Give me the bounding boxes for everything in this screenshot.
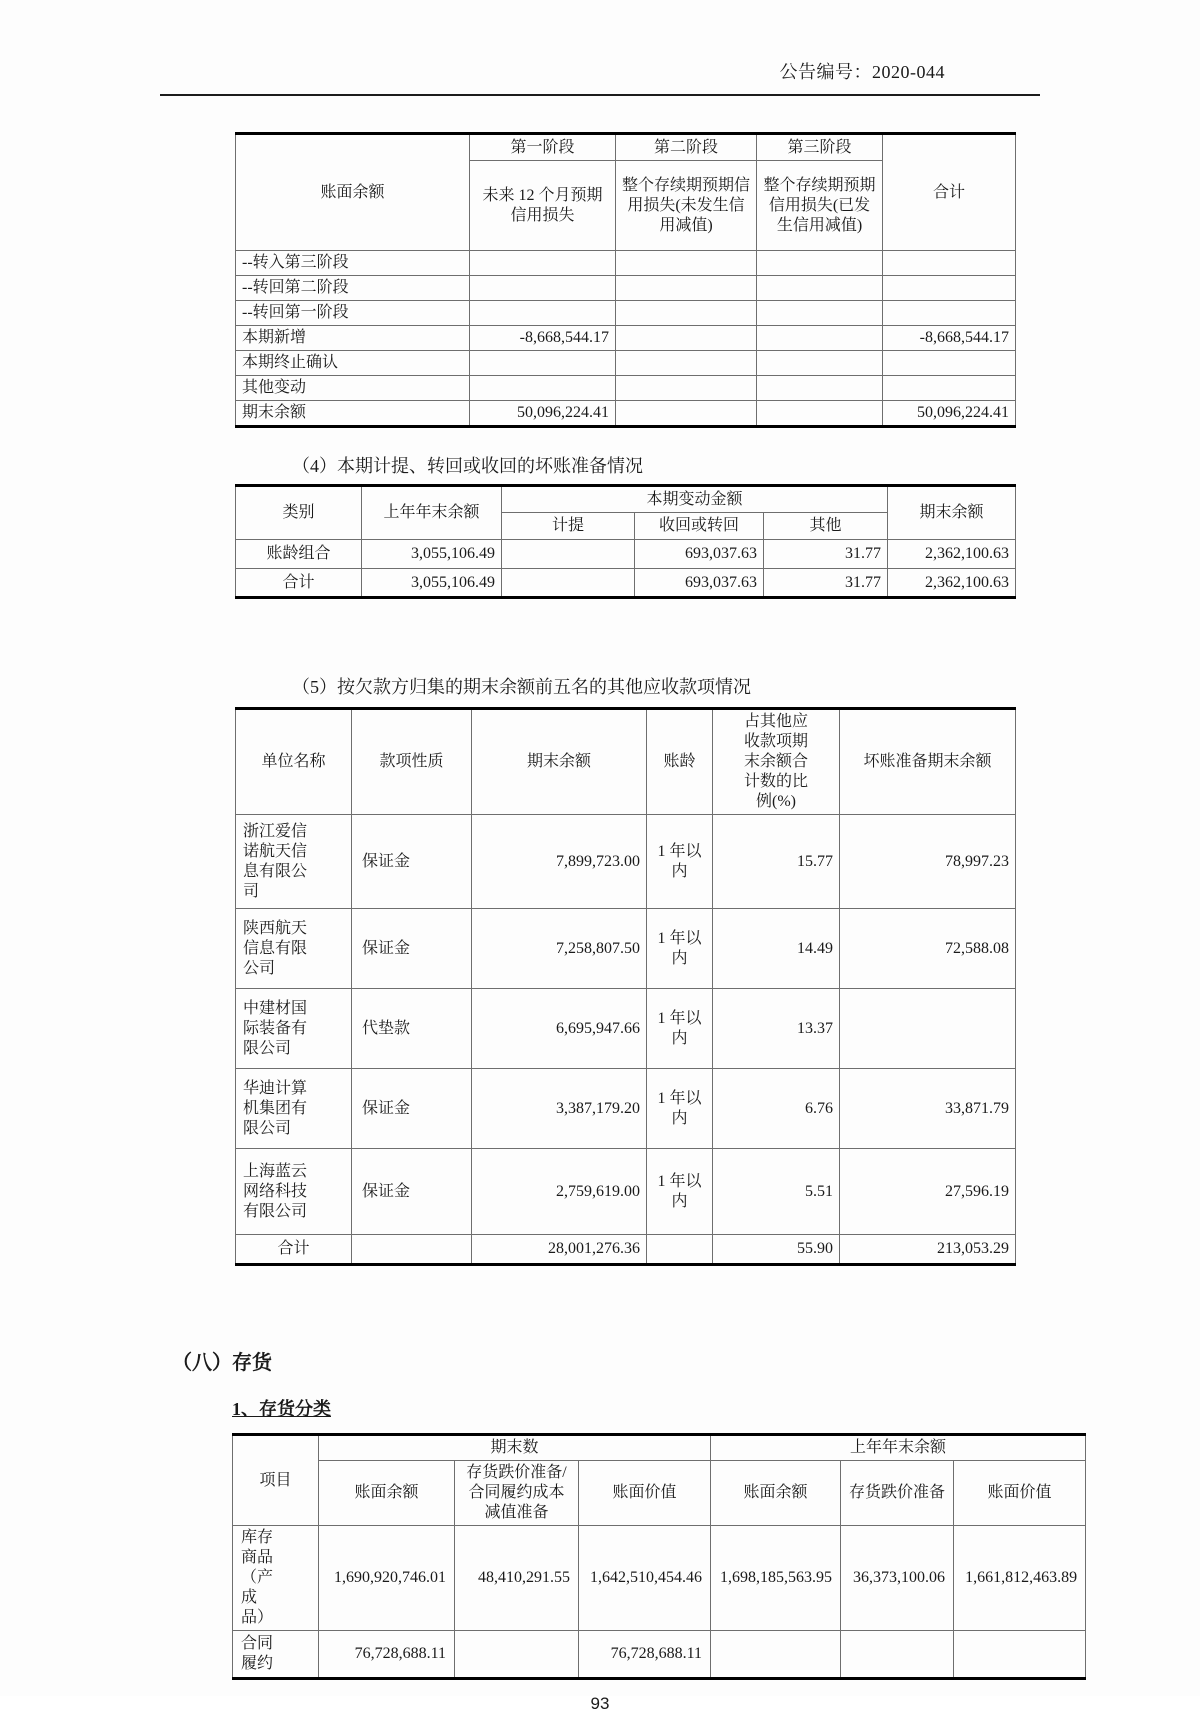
- value-cell: [616, 326, 757, 351]
- value-cell: 7,258,807.50: [472, 909, 647, 989]
- value-cell: 3,055,106.49: [362, 540, 502, 569]
- value-cell: 1,698,185,563.95: [711, 1526, 841, 1631]
- value-cell: 50,096,224.41: [470, 401, 616, 427]
- value-cell: [470, 251, 616, 276]
- value-cell: [470, 276, 616, 301]
- value-cell: 3,387,179.20: [472, 1069, 647, 1149]
- value-cell: 55.90: [713, 1235, 840, 1265]
- row-label: 本期终止确认: [236, 351, 470, 376]
- header-cell: 未来 12 个月预期信用损失: [470, 161, 616, 251]
- header-cell: 单位名称: [236, 709, 352, 815]
- value-cell: 3,055,106.49: [362, 569, 502, 598]
- value-cell: [711, 1631, 841, 1679]
- value-cell: [757, 401, 883, 427]
- value-cell: 6.76: [713, 1069, 840, 1149]
- header-cell: 账面余额: [236, 134, 470, 251]
- value-cell: 14.49: [713, 909, 840, 989]
- table-row: [233, 1461, 1086, 1526]
- header-cell: 上年年末余额: [362, 486, 502, 540]
- value-cell: [883, 301, 1016, 326]
- inventory-classification-table: [232, 1433, 1086, 1680]
- value-cell: 2,759,619.00: [472, 1149, 647, 1235]
- value-cell: [883, 376, 1016, 401]
- value-cell: [502, 540, 635, 569]
- header-cell: 期末余额: [888, 486, 1016, 540]
- header-cell: 账龄: [647, 709, 713, 815]
- value-cell: [757, 351, 883, 376]
- table-row: [236, 351, 1016, 376]
- table-row: [236, 1069, 1016, 1149]
- header-cell: 账面价值: [579, 1461, 711, 1526]
- table-row: [233, 1435, 1086, 1461]
- table-row: [236, 134, 1016, 161]
- value-cell: -8,668,544.17: [470, 326, 616, 351]
- header-cell: 坏账准备期末余额: [840, 709, 1016, 815]
- table-row: [236, 376, 1016, 401]
- header-cell: 合计: [883, 134, 1016, 251]
- row-label: 合计: [236, 569, 362, 598]
- value-cell: [757, 251, 883, 276]
- header-cell: 存货跌价准备/合同履约成本减值准备: [455, 1461, 579, 1526]
- table-row: [233, 1631, 1086, 1679]
- value-cell: 保证金: [352, 909, 472, 989]
- value-cell: [883, 251, 1016, 276]
- table-row: [236, 326, 1016, 351]
- value-cell: 693,037.63: [635, 569, 764, 598]
- table-row: [236, 301, 1016, 326]
- row-label: 合同履约: [233, 1631, 319, 1679]
- value-cell: 代垫款: [352, 989, 472, 1069]
- value-cell: [470, 351, 616, 376]
- header-cell: 占其他应收款项期末余额合计数的比例(%): [713, 709, 840, 815]
- value-cell: 78,997.23: [840, 815, 1016, 909]
- row-label: 库存商品（产成品）: [233, 1526, 319, 1631]
- value-cell: [616, 351, 757, 376]
- header-cell: 上年年末余额: [711, 1435, 1086, 1461]
- value-cell: [840, 989, 1016, 1069]
- value-cell: 1 年以内: [647, 815, 713, 909]
- value-cell: 36,373,100.06: [841, 1526, 954, 1631]
- value-cell: [616, 251, 757, 276]
- value-cell: [616, 301, 757, 326]
- value-cell: 1,661,812,463.89: [954, 1526, 1086, 1631]
- value-cell: 保证金: [352, 1149, 472, 1235]
- row-label: 合计: [236, 1235, 352, 1265]
- value-cell: 1 年以内: [647, 989, 713, 1069]
- header-rule: [160, 94, 1040, 96]
- value-cell: 1 年以内: [647, 1069, 713, 1149]
- value-cell: 72,588.08: [840, 909, 1016, 989]
- value-cell: 2,362,100.63: [888, 540, 1016, 569]
- ecl-stage-table: [235, 132, 1016, 428]
- value-cell: 213,053.29: [840, 1235, 1016, 1265]
- row-label: --转回第二阶段: [236, 276, 470, 301]
- row-label: --转入第三阶段: [236, 251, 470, 276]
- table-row: [236, 909, 1016, 989]
- company-name-cell: 浙江爱信诺航天信息有限公司: [236, 815, 352, 909]
- value-cell: [757, 276, 883, 301]
- table-row: [236, 540, 1016, 569]
- value-cell: [883, 276, 1016, 301]
- value-cell: [616, 401, 757, 427]
- value-cell: [883, 351, 1016, 376]
- bad-debt-provision-table: [235, 484, 1016, 599]
- value-cell: 5.51: [713, 1149, 840, 1235]
- value-cell: [757, 301, 883, 326]
- value-cell: [841, 1631, 954, 1679]
- value-cell: 31.77: [764, 540, 888, 569]
- value-cell: 76,728,688.11: [319, 1631, 455, 1679]
- header-cell: 类别: [236, 486, 362, 540]
- value-cell: [470, 376, 616, 401]
- company-name-cell: 陕西航天信息有限公司: [236, 909, 352, 989]
- value-cell: 1 年以内: [647, 909, 713, 989]
- inventory-classification-heading: 1、存货分类: [232, 1399, 331, 1419]
- value-cell: 13.37: [713, 989, 840, 1069]
- value-cell: [954, 1631, 1086, 1679]
- table-row: [236, 276, 1016, 301]
- value-cell: [455, 1631, 579, 1679]
- table-row: [236, 989, 1016, 1069]
- table-row: [233, 1526, 1086, 1631]
- value-cell: [616, 276, 757, 301]
- header-cell: 项目: [233, 1435, 319, 1526]
- value-cell: 693,037.63: [635, 540, 764, 569]
- table-row: [236, 251, 1016, 276]
- value-cell: 2,362,100.63: [888, 569, 1016, 598]
- table-row: [236, 569, 1016, 598]
- value-cell: 33,871.79: [840, 1069, 1016, 1149]
- value-cell: 31.77: [764, 569, 888, 598]
- value-cell: 1,690,920,746.01: [319, 1526, 455, 1631]
- table-row: [236, 815, 1016, 909]
- value-cell: [616, 376, 757, 401]
- header-cell: 整个存续期预期信用损失(已发生信用减值): [757, 161, 883, 251]
- table-row: [236, 1235, 1016, 1265]
- header-cell: 第一阶段: [470, 134, 616, 161]
- table-row: [236, 1149, 1016, 1235]
- value-cell: 6,695,947.66: [472, 989, 647, 1069]
- row-label: 账龄组合: [236, 540, 362, 569]
- header-cell: 账面余额: [319, 1461, 455, 1526]
- value-cell: 保证金: [352, 1069, 472, 1149]
- header-cell: 存货跌价准备: [841, 1461, 954, 1526]
- value-cell: 1 年以内: [647, 1149, 713, 1235]
- header-cell: 款项性质: [352, 709, 472, 815]
- value-cell: 50,096,224.41: [883, 401, 1016, 427]
- value-cell: 27,596.19: [840, 1149, 1016, 1235]
- row-label: 其他变动: [236, 376, 470, 401]
- header-cell: 其他: [764, 513, 888, 540]
- value-cell: 15.77: [713, 815, 840, 909]
- company-name-cell: 华迪计算机集团有限公司: [236, 1069, 352, 1149]
- table-row: [236, 401, 1016, 427]
- value-cell: 76,728,688.11: [579, 1631, 711, 1679]
- section-8-heading: （八）存货: [172, 1352, 272, 1374]
- company-name-cell: 上海蓝云网络科技有限公司: [236, 1149, 352, 1235]
- value-cell: [757, 326, 883, 351]
- value-cell: 48,410,291.55: [455, 1526, 579, 1631]
- top5-other-receivables-table: [235, 707, 1016, 1266]
- header-cell: 账面余额: [711, 1461, 841, 1526]
- value-cell: 7,899,723.00: [472, 815, 647, 909]
- section-5-heading: （5）按欠款方归集的期末余额前五名的其他应收款项情况: [292, 677, 751, 697]
- value-cell: -8,668,544.17: [883, 326, 1016, 351]
- row-label: 期末余额: [236, 401, 470, 427]
- value-cell: [352, 1235, 472, 1265]
- row-label: 本期新增: [236, 326, 470, 351]
- value-cell: [647, 1235, 713, 1265]
- value-cell: 1,642,510,454.46: [579, 1526, 711, 1631]
- value-cell: 保证金: [352, 815, 472, 909]
- value-cell: [757, 376, 883, 401]
- value-cell: [470, 301, 616, 326]
- value-cell: 28,001,276.36: [472, 1235, 647, 1265]
- header-cell: 期末余额: [472, 709, 647, 815]
- header-cell: 收回或转回: [635, 513, 764, 540]
- header-cell: 整个存续期预期信用损失(未发生信用减值): [616, 161, 757, 251]
- page-number: 93: [590, 1694, 610, 1713]
- header-cell: 第二阶段: [616, 134, 757, 161]
- header-cell: 计提: [502, 513, 635, 540]
- section-4-heading: （4）本期计提、转回或收回的坏账准备情况: [292, 456, 643, 476]
- header-cell: 本期变动金额: [502, 486, 888, 513]
- doc-number: 公告编号：2020-044: [779, 62, 945, 82]
- header-cell: 第三阶段: [757, 134, 883, 161]
- table-row: [236, 486, 1016, 513]
- header-cell: 期末数: [319, 1435, 711, 1461]
- row-label: --转回第一阶段: [236, 301, 470, 326]
- table-row: [236, 709, 1016, 815]
- company-name-cell: 中建材国际装备有限公司: [236, 989, 352, 1069]
- header-cell: 账面价值: [954, 1461, 1086, 1526]
- value-cell: [502, 569, 635, 598]
